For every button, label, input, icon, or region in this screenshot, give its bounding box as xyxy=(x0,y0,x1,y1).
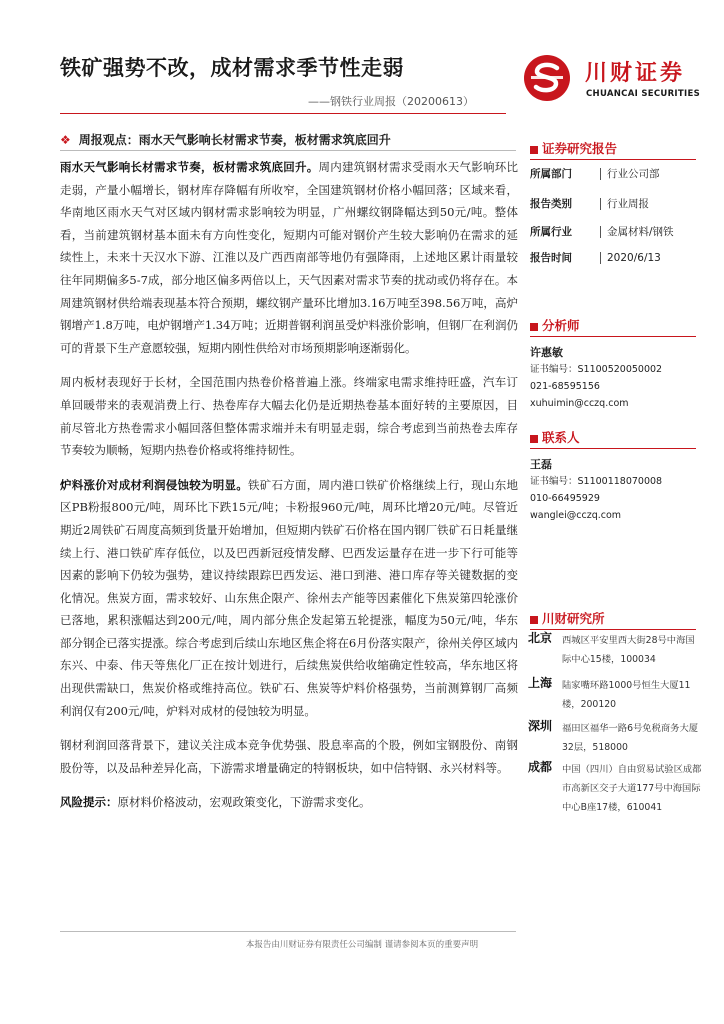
paragraph-4 xyxy=(60,734,518,779)
paragraph-3-body: 铁矿石方面，周内港口铁矿价格继续上行，现山东地区PB粉报800元/吨，周环比下跌15元/吨；卡粉报960元/吨，周环比增20元/吨。尽管近期近2周铁矿石周度高频到货量开始增加，但短期内铁矿石价格在国内钢厂铁矿石日耗量继续上行、港口铁矿库存低位，以及巴西新冠疫情发酵、巴西发运量存在进一步下行可能等因素的影响下仍较为强势，建议持续跟踪巴西发运、港口到港、港口库存等关键数据的变化情况。焦炭方面，需求较好、山东焦企限产、徐州去产能等因素催化下焦炭第四轮涨价已落地，累积涨幅达到200元/吨，周内部分焦企发起第五轮提涨，幅度为50元/吨，华东部分钢企已落实提涨。综合考虑到后续山东地区焦企将在6月份落实限产，徐州关停区域内东兴、中泰、伟天等焦化厂正在按计划进行，后续焦炭供给收缩确定性较高，华东地区将出现供需缺口，焦炭价格或维持高位。铁矿石、焦炭等炉料价格强势，当前测算钢厂高频利润仅有200元/吨，炉料对成材的侵蚀较为明显。 xyxy=(60,477,518,718)
analyst-card xyxy=(530,344,662,412)
institute-heading: 川财研究所 xyxy=(530,609,700,627)
paragraph-3 xyxy=(60,474,518,723)
contact-name: 王磊 xyxy=(530,458,552,471)
contact-section xyxy=(530,428,700,449)
office-city-beijing: 北京 xyxy=(528,631,553,645)
info-row-industry: 所属行业 金属材料/钢铁 xyxy=(530,226,674,238)
summary-divider xyxy=(60,150,516,151)
office-address-shanghai: 陆家嘴环路1000号恒生大厦11楼，200120 xyxy=(562,680,691,710)
analyst-section xyxy=(530,316,700,337)
diamond-icon: ❖ xyxy=(60,133,71,147)
contact-email[interactable]: wanglei@cczq.com xyxy=(530,510,622,521)
square-bullet-icon xyxy=(530,616,538,624)
office-city-chengdu: 成都 xyxy=(528,760,553,774)
chuancai-logo-icon xyxy=(523,54,571,102)
footer-divider xyxy=(60,931,516,932)
square-bullet-icon xyxy=(530,435,538,443)
risk-body: 原材料价格波动，宏观政策变化，下游需求变化。 xyxy=(117,795,371,810)
analyst-email[interactable]: xuhuimin@cczq.com xyxy=(530,398,629,409)
office-address-shenzhen: 福田区福华一路6号免税商务大厦32层，518000 xyxy=(562,723,699,753)
paragraph-2 xyxy=(60,371,518,461)
summary-text: 周报观点：雨水天气影响长材需求节奏，板材需求筑底回升 xyxy=(78,133,391,147)
info-row-date: 报告时间 2020/6/13 xyxy=(530,252,661,264)
office-address-chengdu: 中国（四川）自由贸易试验区成都市高新区交子大道177号中海国际中心B座17楼，610041 xyxy=(562,764,702,813)
summary-heading xyxy=(60,131,391,148)
contact-heading: 联系人 xyxy=(530,428,700,446)
section-rule xyxy=(530,159,696,160)
contact-cert: 证书编号：S1100118070008 xyxy=(530,476,663,487)
analyst-cert: 证书编号：S1100520050002 xyxy=(530,364,663,375)
contact-phone: 010-66495929 xyxy=(530,493,600,504)
institute-section xyxy=(530,609,700,630)
section-rule xyxy=(530,629,696,630)
analyst-phone: 021-68595156 xyxy=(530,381,600,392)
paragraph-5 xyxy=(60,791,518,814)
analyst-heading: 分析师 xyxy=(530,316,700,334)
paragraph-1 xyxy=(60,156,518,359)
paragraph-1-lead: 雨水天气影响长材需求节奏，板材需求筑底回升。 xyxy=(60,160,319,174)
info-row-department: 所属部门 行业公司部 xyxy=(530,168,660,180)
main-content xyxy=(60,156,518,826)
logo-name-cn: 川财证券 xyxy=(585,61,686,86)
paragraph-3-lead: 炉料涨价对成材利润侵蚀较为明显。 xyxy=(60,477,248,492)
paragraph-4-body: 钢材利润回落背景下，建议关注成本竞争优势强、股息率高的个股，例如宝钢股份、南钢股份等，以及品种差异化高，下游需求增量确定的特钢板块，如中信特钢、永兴材料等。 xyxy=(60,738,518,775)
office-city-shenzhen: 深圳 xyxy=(528,719,553,733)
contact-card xyxy=(530,456,662,524)
square-bullet-icon xyxy=(530,323,538,331)
footer-disclaimer: 本报告由川财证券有限责任公司编制 谨请参阅本页的重要声明 xyxy=(245,940,479,950)
logo-name-en: CHUANCAI SECURITIES xyxy=(586,89,700,99)
section-rule xyxy=(530,336,696,337)
report-info-section xyxy=(530,139,700,160)
report-info-heading: 证券研究报告 xyxy=(530,139,700,157)
square-bullet-icon xyxy=(530,146,538,154)
paragraph-1-body: 周内建筑钢材需求受雨水天气影响环比走弱，产量小幅增长，钢材库存降幅有所收窄，全国建筑钢材价格小幅回落；区域来看，华南地区雨水天气对区域内钢材需求影响较为明显，广州螺纹钢降幅达到50元/吨。整体看，当前建筑钢材基本面未有方向性变化，短期内可能对钢价产生较大影响仍在需求的延续性上，未来十天汉水下游、江淮以及广西西南部等地仍有强降雨，上述地区累计雨量较往年同期偏多5-7成，部分地区偏多两倍以上，天气因素对需求节奏的扰动或仍将存在。本周建筑钢材供给端表现基本符合预期，螺纹钢产量环比增加3.16万吨至398.56万吨，高炉钢增产1.8万吨，电炉钢增产1.34万吨；近期普钢利润虽受炉料涨价影响，但钢厂在利润仍可的背景下生产意愿较强，短期内刚性供给对市场预期影响逐渐弱化。 xyxy=(60,160,518,355)
info-row-category: 报告类别 行业周报 xyxy=(530,198,649,210)
section-rule xyxy=(530,448,696,449)
report-title: 铁矿强势不改，成材需求季节性走弱 xyxy=(60,56,404,80)
report-subtitle: ——钢铁行业周报（20200613） xyxy=(308,95,474,108)
analyst-name: 许惠敏 xyxy=(530,346,563,359)
office-address-beijing: 西城区平安里西大街28号中海国际中心15楼，100034 xyxy=(562,635,695,665)
header-divider xyxy=(60,113,506,114)
paragraph-2-body: 周内板材表现好于长材，全国范围内热卷价格普遍上涨。终端家电需求维持旺盛，汽车订单回暖带来的表观消费上行、热卷库存大幅去化仍是近期热卷基本面好转的主要原因，目前尽管北方热卷需求小幅回落但整体需求端并未有明显走弱，综合考虑到当前热卷去库存节奏较为顺畅，短期内热卷价格或将维持韧性。 xyxy=(60,375,518,458)
office-city-shanghai: 上海 xyxy=(528,676,553,690)
risk-lead: 风险提示： xyxy=(60,795,118,810)
